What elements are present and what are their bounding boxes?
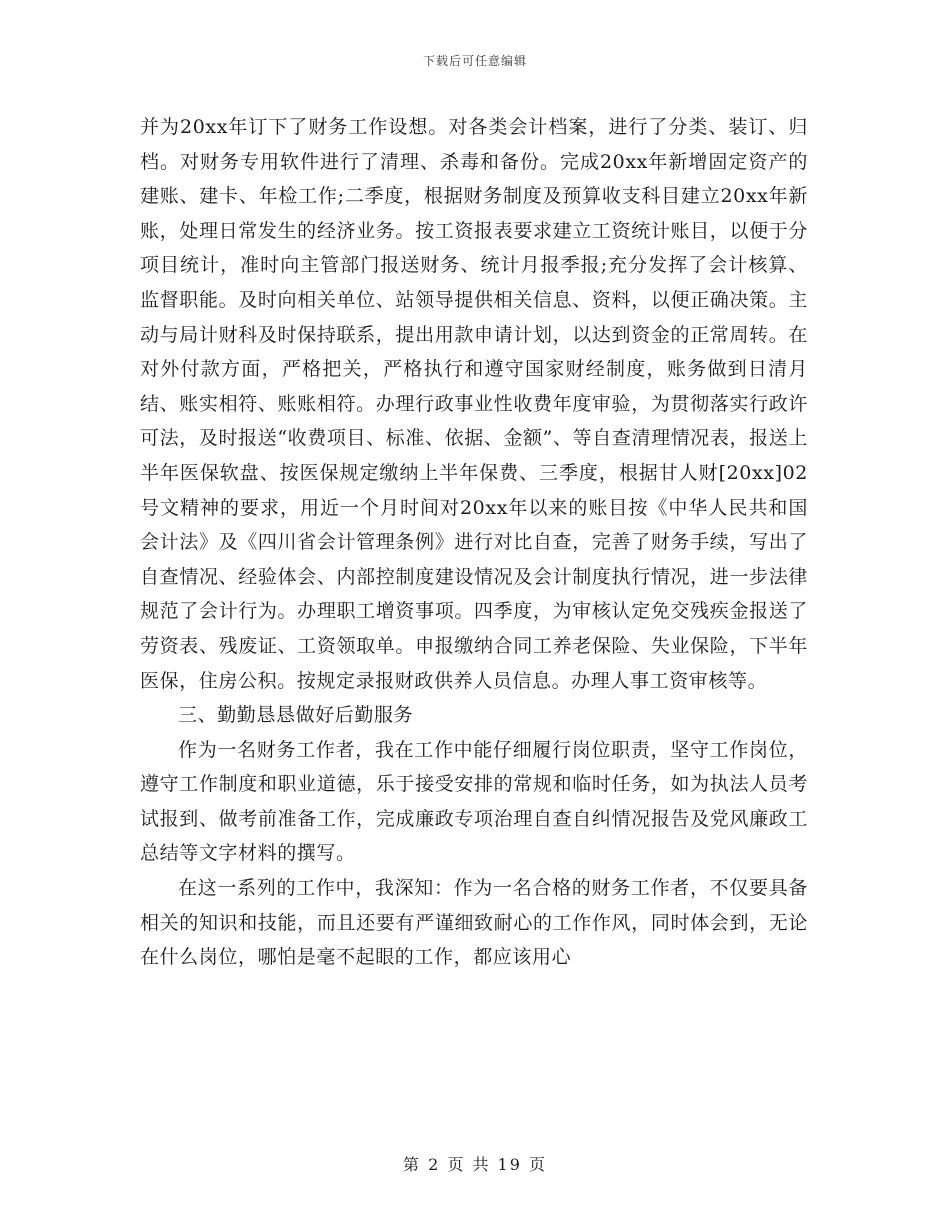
page-header: 下载后可任意编辑: [422, 54, 527, 68]
page-number-footer: 第 2 页 共 19 页: [403, 1155, 547, 1174]
document-body: [140, 110, 808, 975]
section-heading: 三、勤勤恳恳做好后勤服务: [178, 704, 414, 727]
body-paragraph-1: 并为20xx年订下了财务工作设想。对各类会计档案，进行了分类、装订、归档。对财务专用软件进行了清理、杀毒和备份。完成20xx年新增固定资产的建账、建卡、年检工作;二季度，根据财务制度及预算收支科目建立20xx年新账，处理日常发生的经济业务。按工资报表要求建立工资统计账目，以便于分项目统计，准时向主管部门报送财务、统计月报季报;充分发挥了会计核算、监督职能。及时向相关单位、站领导提供相关信息、资料，以便正确决策。主动与局计财科及时保持联系，提出用款申请计划，以达到资金的正常周转。在对外付款方面，严格把关，严格执行和遵守国家财经制度，账务做到日清月结、账实相符、账账相符。办理行政事业性收费年度审验，为贯彻落实行政许可法，及时报送“收费项目、标准、依据、金额”、等自查清理情况表，报送上半年医保软盘、按医保规定缴纳上半年保费、三季度，根据甘人财[20xx]02号文精神的要求，用近一个月时间对20xx年以来的账目按《中华人民共和国会计法》及《四川省会计管理条例》进行对比自查，完善了财务手续，写出了自查情况、经验体会、内部控制度建设情况及会计制度执行情况，进一步法律规范了会计行为。办理职工增资事项。四季度，为审核认定免交残疾金报送了劳资表、残废证、工资领取单。申报缴纳合同工养老保险、失业保险，下半年医保，住房公积。按规定录报财政供养人员信息。办理人事工资审核等。: [140, 116, 808, 692]
body-paragraph-2: 作为一名财务工作者，我在工作中能仔细履行岗位职责，坚守工作岗位，遵守工作制度和职业道德，乐于接受安排的常规和临时任务，如为执法人员考试报到、做考前准备工作，完成廉政专项治理自查自纠情况报告及党风廉政工总结等文字材料的撰写。: [140, 738, 808, 865]
body-paragraph-3: 在这一系列的工作中，我深知：作为一名合格的财务工作者，不仅要具备相关的知识和技能，而且还要有严谨细致耐心的工作作风，同时体会到，无论在什么岗位，哪怕是毫不起眼的工作，都应该用心: [140, 877, 808, 969]
